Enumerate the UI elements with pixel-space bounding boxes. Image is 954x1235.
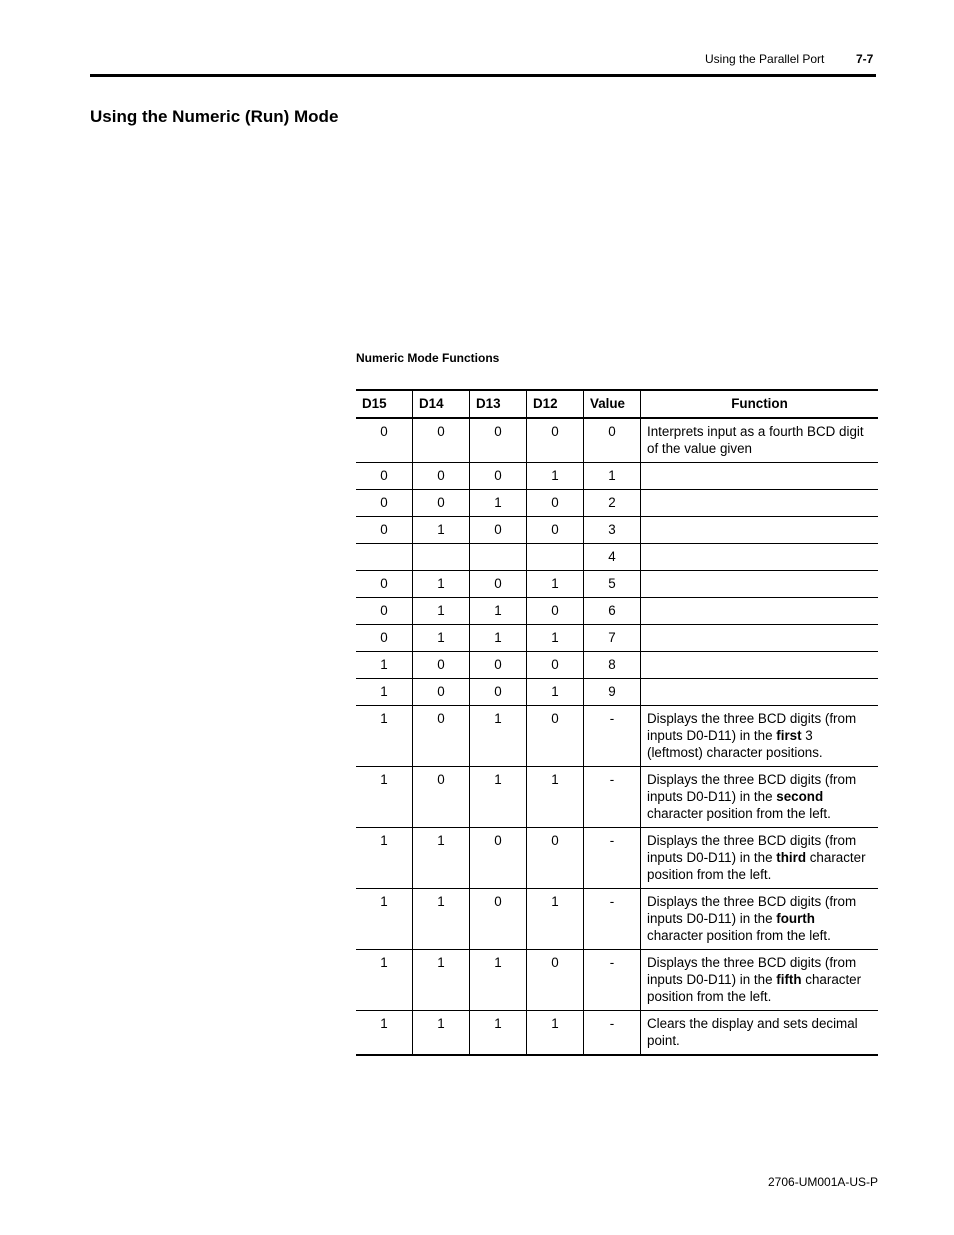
- table-row: [356, 889, 878, 950]
- table-cell: 0: [413, 652, 470, 679]
- table-cell: 1: [356, 652, 413, 679]
- table-cell: 0: [527, 517, 584, 544]
- function-emphasis: fourth: [776, 911, 815, 926]
- table-body: [356, 418, 878, 1055]
- table-cell: 0: [470, 418, 527, 463]
- table-row: [356, 490, 878, 517]
- table-cell: 0: [527, 828, 584, 889]
- table-cell: 1: [470, 1011, 527, 1056]
- table-cell: 6: [584, 598, 641, 625]
- function-text: character position from the left.: [647, 806, 831, 821]
- table-row: [356, 544, 878, 571]
- table-cell: 2: [584, 490, 641, 517]
- table-cell: 0: [413, 418, 470, 463]
- table-cell: 0: [527, 950, 584, 1011]
- table-cell: 1: [413, 517, 470, 544]
- table-row: [356, 571, 878, 598]
- table-cell: 1: [413, 625, 470, 652]
- function-cell: [641, 706, 879, 767]
- table-cell: -: [584, 828, 641, 889]
- function-cell: [641, 828, 879, 889]
- column-header-d13: D13: [470, 390, 527, 418]
- table-cell: 1: [527, 889, 584, 950]
- table-header-row: [356, 390, 878, 418]
- table-cell: 0: [356, 625, 413, 652]
- table-cell: 1: [470, 598, 527, 625]
- table-row: [356, 1011, 878, 1056]
- table-cell: 1: [413, 950, 470, 1011]
- function-text: Interprets input as a fourth BCD digit of the value given: [647, 424, 864, 456]
- function-cell: [641, 544, 879, 571]
- table-caption: Numeric Mode Functions: [356, 351, 500, 365]
- function-text: Displays the three BCD digits (from inputs D0-D11) in the: [647, 955, 857, 987]
- table-cell: -: [584, 767, 641, 828]
- function-cell: [641, 889, 879, 950]
- function-cell: [641, 517, 879, 544]
- table-cell: 0: [470, 652, 527, 679]
- table-row: [356, 679, 878, 706]
- table-cell: 0: [527, 652, 584, 679]
- table-cell: [527, 544, 584, 571]
- table-cell: 0: [527, 706, 584, 767]
- table-cell: 0: [470, 571, 527, 598]
- table-cell: 4: [584, 544, 641, 571]
- table-cell: 0: [413, 490, 470, 517]
- table-cell: 1: [413, 598, 470, 625]
- function-text: Displays the three BCD digits (from inputs D0-D11) in the: [647, 894, 857, 926]
- header-rule: [90, 74, 876, 77]
- function-text: Clears the display and sets decimal point.: [647, 1016, 858, 1048]
- function-cell: [641, 490, 879, 517]
- document-number: 2706-UM001A-US-P: [768, 1175, 879, 1189]
- table-cell: 0: [356, 571, 413, 598]
- table-row: [356, 950, 878, 1011]
- table-cell: 1: [356, 889, 413, 950]
- table-row: [356, 517, 878, 544]
- table-cell: 0: [356, 490, 413, 517]
- table-cell: 1: [413, 571, 470, 598]
- table-row: [356, 828, 878, 889]
- table-cell: [470, 544, 527, 571]
- table-cell: 1: [527, 571, 584, 598]
- function-cell: [641, 598, 879, 625]
- table-cell: 0: [470, 679, 527, 706]
- table-cell: 1: [527, 1011, 584, 1056]
- table-cell: -: [584, 889, 641, 950]
- table-cell: 0: [470, 517, 527, 544]
- column-header-function: Function: [641, 390, 879, 418]
- table-row: [356, 652, 878, 679]
- function-cell: [641, 652, 879, 679]
- table-cell: 1: [356, 767, 413, 828]
- function-text: Displays the three BCD digits (from inputs D0-D11) in the: [647, 711, 857, 743]
- table-cell: 1: [470, 490, 527, 517]
- table-cell: 0: [413, 706, 470, 767]
- table-cell: 1: [356, 679, 413, 706]
- column-header-d14: D14: [413, 390, 470, 418]
- table-cell: 0: [470, 828, 527, 889]
- function-emphasis: first: [776, 728, 802, 743]
- table-cell: 0: [527, 598, 584, 625]
- function-text: character position from the left.: [647, 850, 866, 882]
- table-cell: 0: [584, 418, 641, 463]
- table-cell: 0: [356, 517, 413, 544]
- section-title: Using the Numeric (Run) Mode: [90, 107, 339, 126]
- table-cell: 0: [356, 598, 413, 625]
- numeric-mode-functions-table: [356, 389, 878, 1056]
- table-cell: [356, 544, 413, 571]
- table-cell: 1: [470, 950, 527, 1011]
- table-cell: -: [584, 1011, 641, 1056]
- table-cell: 1: [584, 463, 641, 490]
- table-cell: 1: [413, 1011, 470, 1056]
- function-text: Displays the three BCD digits (from inputs D0-D11) in the: [647, 772, 857, 804]
- table-cell: 3: [584, 517, 641, 544]
- table-cell: 1: [356, 1011, 413, 1056]
- function-cell: [641, 679, 879, 706]
- function-cell: [641, 418, 879, 463]
- table-cell: 0: [470, 463, 527, 490]
- table-cell: 1: [470, 767, 527, 828]
- function-cell: [641, 571, 879, 598]
- table-cell: 1: [527, 625, 584, 652]
- function-cell: [641, 950, 879, 1011]
- function-cell: [641, 625, 879, 652]
- table-cell: 0: [413, 767, 470, 828]
- function-text: Displays the three BCD digits (from inputs D0-D11) in the: [647, 833, 857, 865]
- table-row: [356, 418, 878, 463]
- table-cell: 1: [413, 889, 470, 950]
- function-text: 3 (leftmost) character positions.: [647, 728, 823, 760]
- table-cell: [413, 544, 470, 571]
- table-cell: 1: [356, 950, 413, 1011]
- table-cell: 0: [356, 418, 413, 463]
- table-cell: 1: [356, 706, 413, 767]
- table-row: [356, 767, 878, 828]
- running-header-section: Using the Parallel Port: [705, 52, 825, 66]
- table-cell: 1: [413, 828, 470, 889]
- function-emphasis: second: [776, 789, 824, 804]
- function-text: character position from the left.: [647, 928, 831, 943]
- table-cell: 9: [584, 679, 641, 706]
- function-cell: [641, 1011, 879, 1056]
- function-text: character position from the left.: [647, 972, 862, 1004]
- table-cell: 1: [470, 625, 527, 652]
- table-row: [356, 598, 878, 625]
- table-cell: 0: [527, 490, 584, 517]
- table-cell: 1: [527, 767, 584, 828]
- function-cell: [641, 463, 879, 490]
- table-row: [356, 706, 878, 767]
- table-cell: 0: [413, 463, 470, 490]
- function-emphasis: third: [776, 850, 807, 865]
- table-cell: 0: [470, 889, 527, 950]
- table-row: [356, 625, 878, 652]
- table-cell: 7: [584, 625, 641, 652]
- table-cell: 0: [527, 418, 584, 463]
- function-emphasis: fifth: [776, 972, 802, 987]
- table-cell: 0: [356, 463, 413, 490]
- table-cell: 1: [527, 679, 584, 706]
- table-cell: 1: [356, 828, 413, 889]
- table-cell: 1: [470, 706, 527, 767]
- column-header-d12: D12: [527, 390, 584, 418]
- table-cell: 8: [584, 652, 641, 679]
- table-cell: 5: [584, 571, 641, 598]
- column-header-value: Value: [584, 390, 641, 418]
- table-cell: 0: [413, 679, 470, 706]
- function-cell: [641, 767, 879, 828]
- table-row: [356, 463, 878, 490]
- table-cell: 1: [527, 463, 584, 490]
- table-cell: -: [584, 706, 641, 767]
- page-number: 7-7: [856, 52, 874, 66]
- column-header-d15: D15: [356, 390, 413, 418]
- table-cell: -: [584, 950, 641, 1011]
